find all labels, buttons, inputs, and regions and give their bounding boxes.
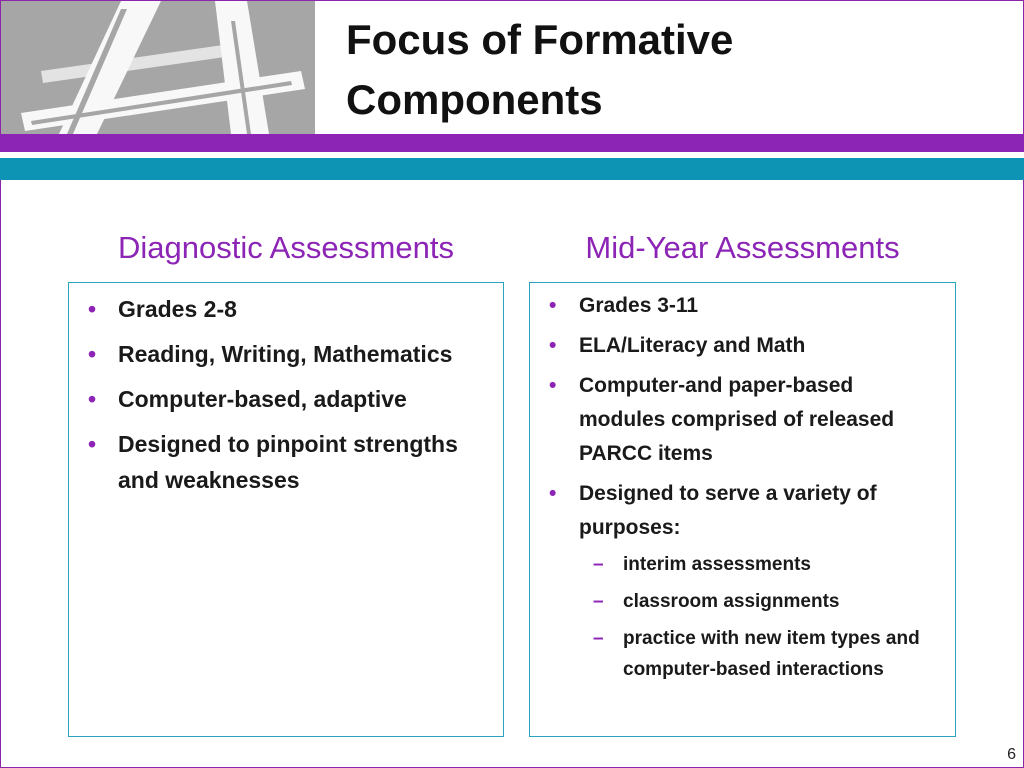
list-item bbox=[88, 336, 493, 372]
bullet-icon: • bbox=[88, 341, 97, 367]
list-item bbox=[549, 329, 945, 363]
sub-bullet-text: classroom assignments bbox=[623, 591, 840, 612]
bullet-text: ELA/Literacy and Math bbox=[579, 334, 806, 357]
sub-bullet-text: interim assessments bbox=[623, 554, 811, 575]
bullet-icon: • bbox=[88, 386, 97, 412]
logo bbox=[1, 1, 315, 134]
diagnostic-box bbox=[68, 282, 504, 737]
slide-title-line-1: Focus of Formative bbox=[346, 16, 734, 63]
list-item bbox=[549, 369, 945, 471]
bullet-text: Grades 2-8 bbox=[118, 296, 237, 322]
sub-bullet-text: practice with new item types and computer-based interactions bbox=[623, 628, 920, 680]
bullet-icon: • bbox=[549, 374, 557, 397]
bullet-text: Designed to pinpoint strengths and weaknesses bbox=[118, 431, 458, 493]
bullet-icon: • bbox=[88, 296, 97, 322]
bullet-text: Grades 3-11 bbox=[579, 294, 699, 317]
list-item bbox=[549, 477, 945, 685]
bullet-icon: • bbox=[549, 482, 557, 505]
bullet-text: Reading, Writing, Mathematics bbox=[118, 341, 453, 367]
sub-list-item bbox=[593, 549, 945, 580]
mid-year-box bbox=[529, 282, 956, 737]
bullet-icon: • bbox=[549, 334, 557, 357]
sub-list-item bbox=[593, 586, 945, 617]
slide-title-line-2: Components bbox=[346, 76, 603, 123]
dash-icon: – bbox=[593, 628, 604, 649]
mid-year-heading: Mid-Year Assessments bbox=[585, 230, 900, 265]
list-item bbox=[88, 291, 493, 327]
list-item bbox=[88, 426, 493, 498]
bullet-icon: • bbox=[549, 294, 557, 317]
bullet-text: Computer-and paper-based modules comprised of released PARCC items bbox=[579, 374, 895, 465]
header-band-teal bbox=[0, 158, 1024, 180]
diagnostic-heading: Diagnostic Assessments bbox=[118, 230, 454, 265]
list-item bbox=[88, 381, 493, 417]
mid-year-bullet-list bbox=[549, 289, 945, 685]
dash-icon: – bbox=[593, 591, 604, 612]
sub-list-item bbox=[593, 623, 945, 685]
bullet-text: Designed to serve a variety of purposes: bbox=[579, 482, 877, 539]
page-number: 6 bbox=[1007, 746, 1016, 763]
bullet-text: Computer-based, adaptive bbox=[118, 386, 407, 412]
slide-title bbox=[346, 10, 906, 130]
list-item bbox=[549, 289, 945, 323]
dash-icon: – bbox=[593, 554, 604, 575]
header-band-purple bbox=[0, 134, 1024, 152]
purposes-sub-list bbox=[579, 549, 945, 685]
bullet-icon: • bbox=[88, 431, 97, 457]
logo-a-icon bbox=[1, 1, 315, 134]
diagnostic-bullet-list bbox=[88, 291, 493, 498]
